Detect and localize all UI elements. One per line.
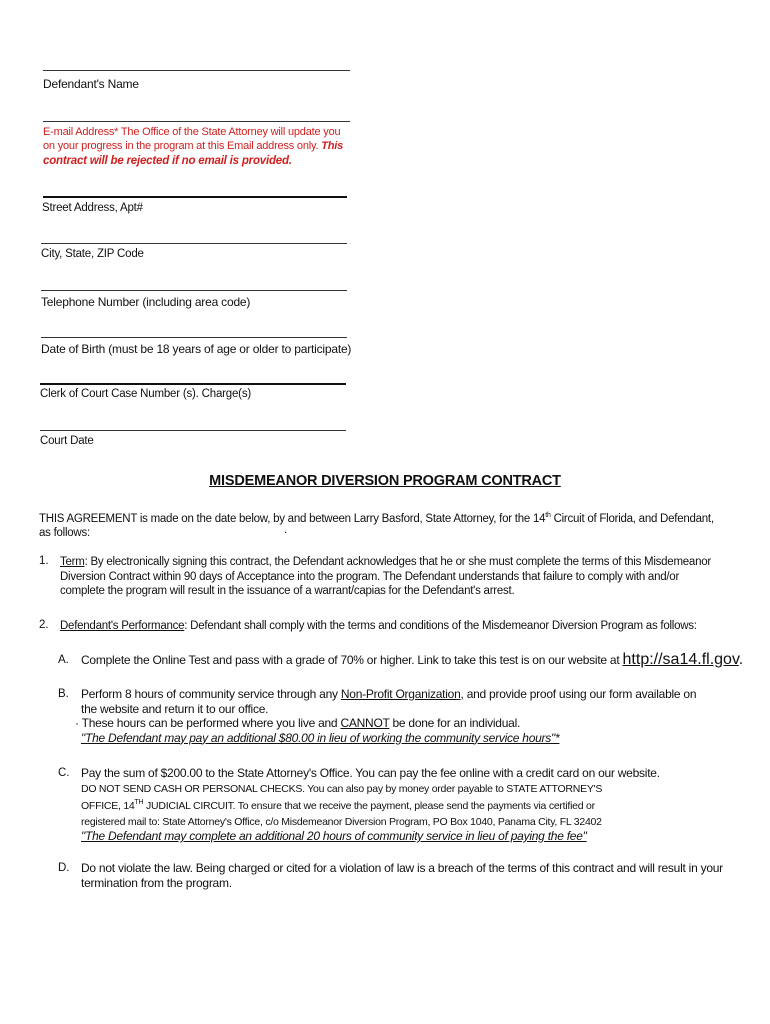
field-line-court-date: [40, 430, 346, 431]
itemD-text: Do not violate the law. Being charged or cited for a violation of law is a breach of the terms of this contract and will result in your termination from the program.: [81, 861, 723, 890]
intro-paragraph: THIS AGREEMENT is made on the date below, by and between Larry Basford, State Attorney, for the 14th Circuit of Florida, and Defendant, as follows: .: [39, 512, 714, 540]
case-number-label: Clerk of Court Case Number (s). Charge(s): [40, 388, 251, 400]
field-line-street: [43, 196, 347, 198]
section2-performance: Defendant's Performance: Defendant shall comply with the terms and conditions of the Misdemeanor Diversion Program as follows:: [60, 620, 697, 632]
email-warning: contract will be rejected if no email is provided.: [43, 155, 292, 167]
dob-label: Date of Birth (must be 18 years of age or older to participate): [41, 342, 352, 356]
itemB-text: Perform 8 hours of community service through any Non-Profit Organization, and provide proof using our form available on the website and return it to our office. · These hours can be performed where you live and CANNOT be done for an individual. "The Defendant may pay an additional $80.00 in lieu of working the community service hours"*: [75, 687, 697, 745]
email-note-line1: E-mail Address* The Office of the State Attorney will update you: [43, 126, 341, 138]
itemA-text: Complete the Online Test and pass with a grade of 70% or higher. Link to take this test is on our website at http://sa14.fl.gov.: [81, 651, 744, 668]
field-line-name: [43, 70, 350, 71]
street-label: Street Address, Apt#: [42, 202, 143, 214]
defendant-name-label: Defendant's Name: [43, 77, 139, 91]
itemB-letter: B.: [58, 688, 69, 700]
contract-title: MISDEMEANOR DIVERSION PROGRAM CONTRACT: [209, 473, 561, 489]
itemC-text: Pay the sum of $200.00 to the State Attorney's Office. You can pay the fee online with a credit card on our website. DO NOT SEND CASH OR PERSONAL CHECKS. You can also pay by money order payable to STATE ATTORNEY'S OFFICE, 14TH JUDICIAL CIRCUIT. To ensure that we receive the payment, please send the payments via certified or registered mail to: State Attorney's Office, c/o Misdemeanor Diversion Program, PO Box 1040, Panama City, FL 32402 "The Defendant may complete an additional 20 hours of community service in lieu of paying the fee": [81, 766, 660, 843]
field-line-email: [43, 121, 350, 122]
field-line-telephone: [41, 290, 347, 291]
field-line-dob: [41, 337, 347, 338]
court-date-label: Court Date: [40, 435, 94, 447]
field-line-case: [40, 383, 346, 385]
city-label: City, State, ZIP Code: [41, 248, 144, 260]
itemC-letter: C.: [58, 767, 70, 779]
itemA-letter: A.: [58, 654, 69, 666]
telephone-label: Telephone Number (including area code): [41, 295, 251, 309]
section1-term: Term: By electronically signing this contract, the Defendant acknowledges that he or she must complete the terms of this Misdemeanor Diversion Contract within 90 days of Acceptance into the program. The Defendant understands that failure to comply with and/or complete the program will result in the issuance of a warrant/capias for the Defendant's arrest.: [60, 556, 711, 597]
section2-number: 2.: [39, 619, 49, 631]
email-note-line2: on your progress in the program at this Email address only. This: [43, 140, 344, 152]
website-link[interactable]: http://sa14.fl.gov: [622, 651, 739, 668]
section1-number: 1.: [39, 555, 49, 567]
field-line-city: [41, 243, 347, 244]
itemD-letter: D.: [58, 862, 70, 874]
